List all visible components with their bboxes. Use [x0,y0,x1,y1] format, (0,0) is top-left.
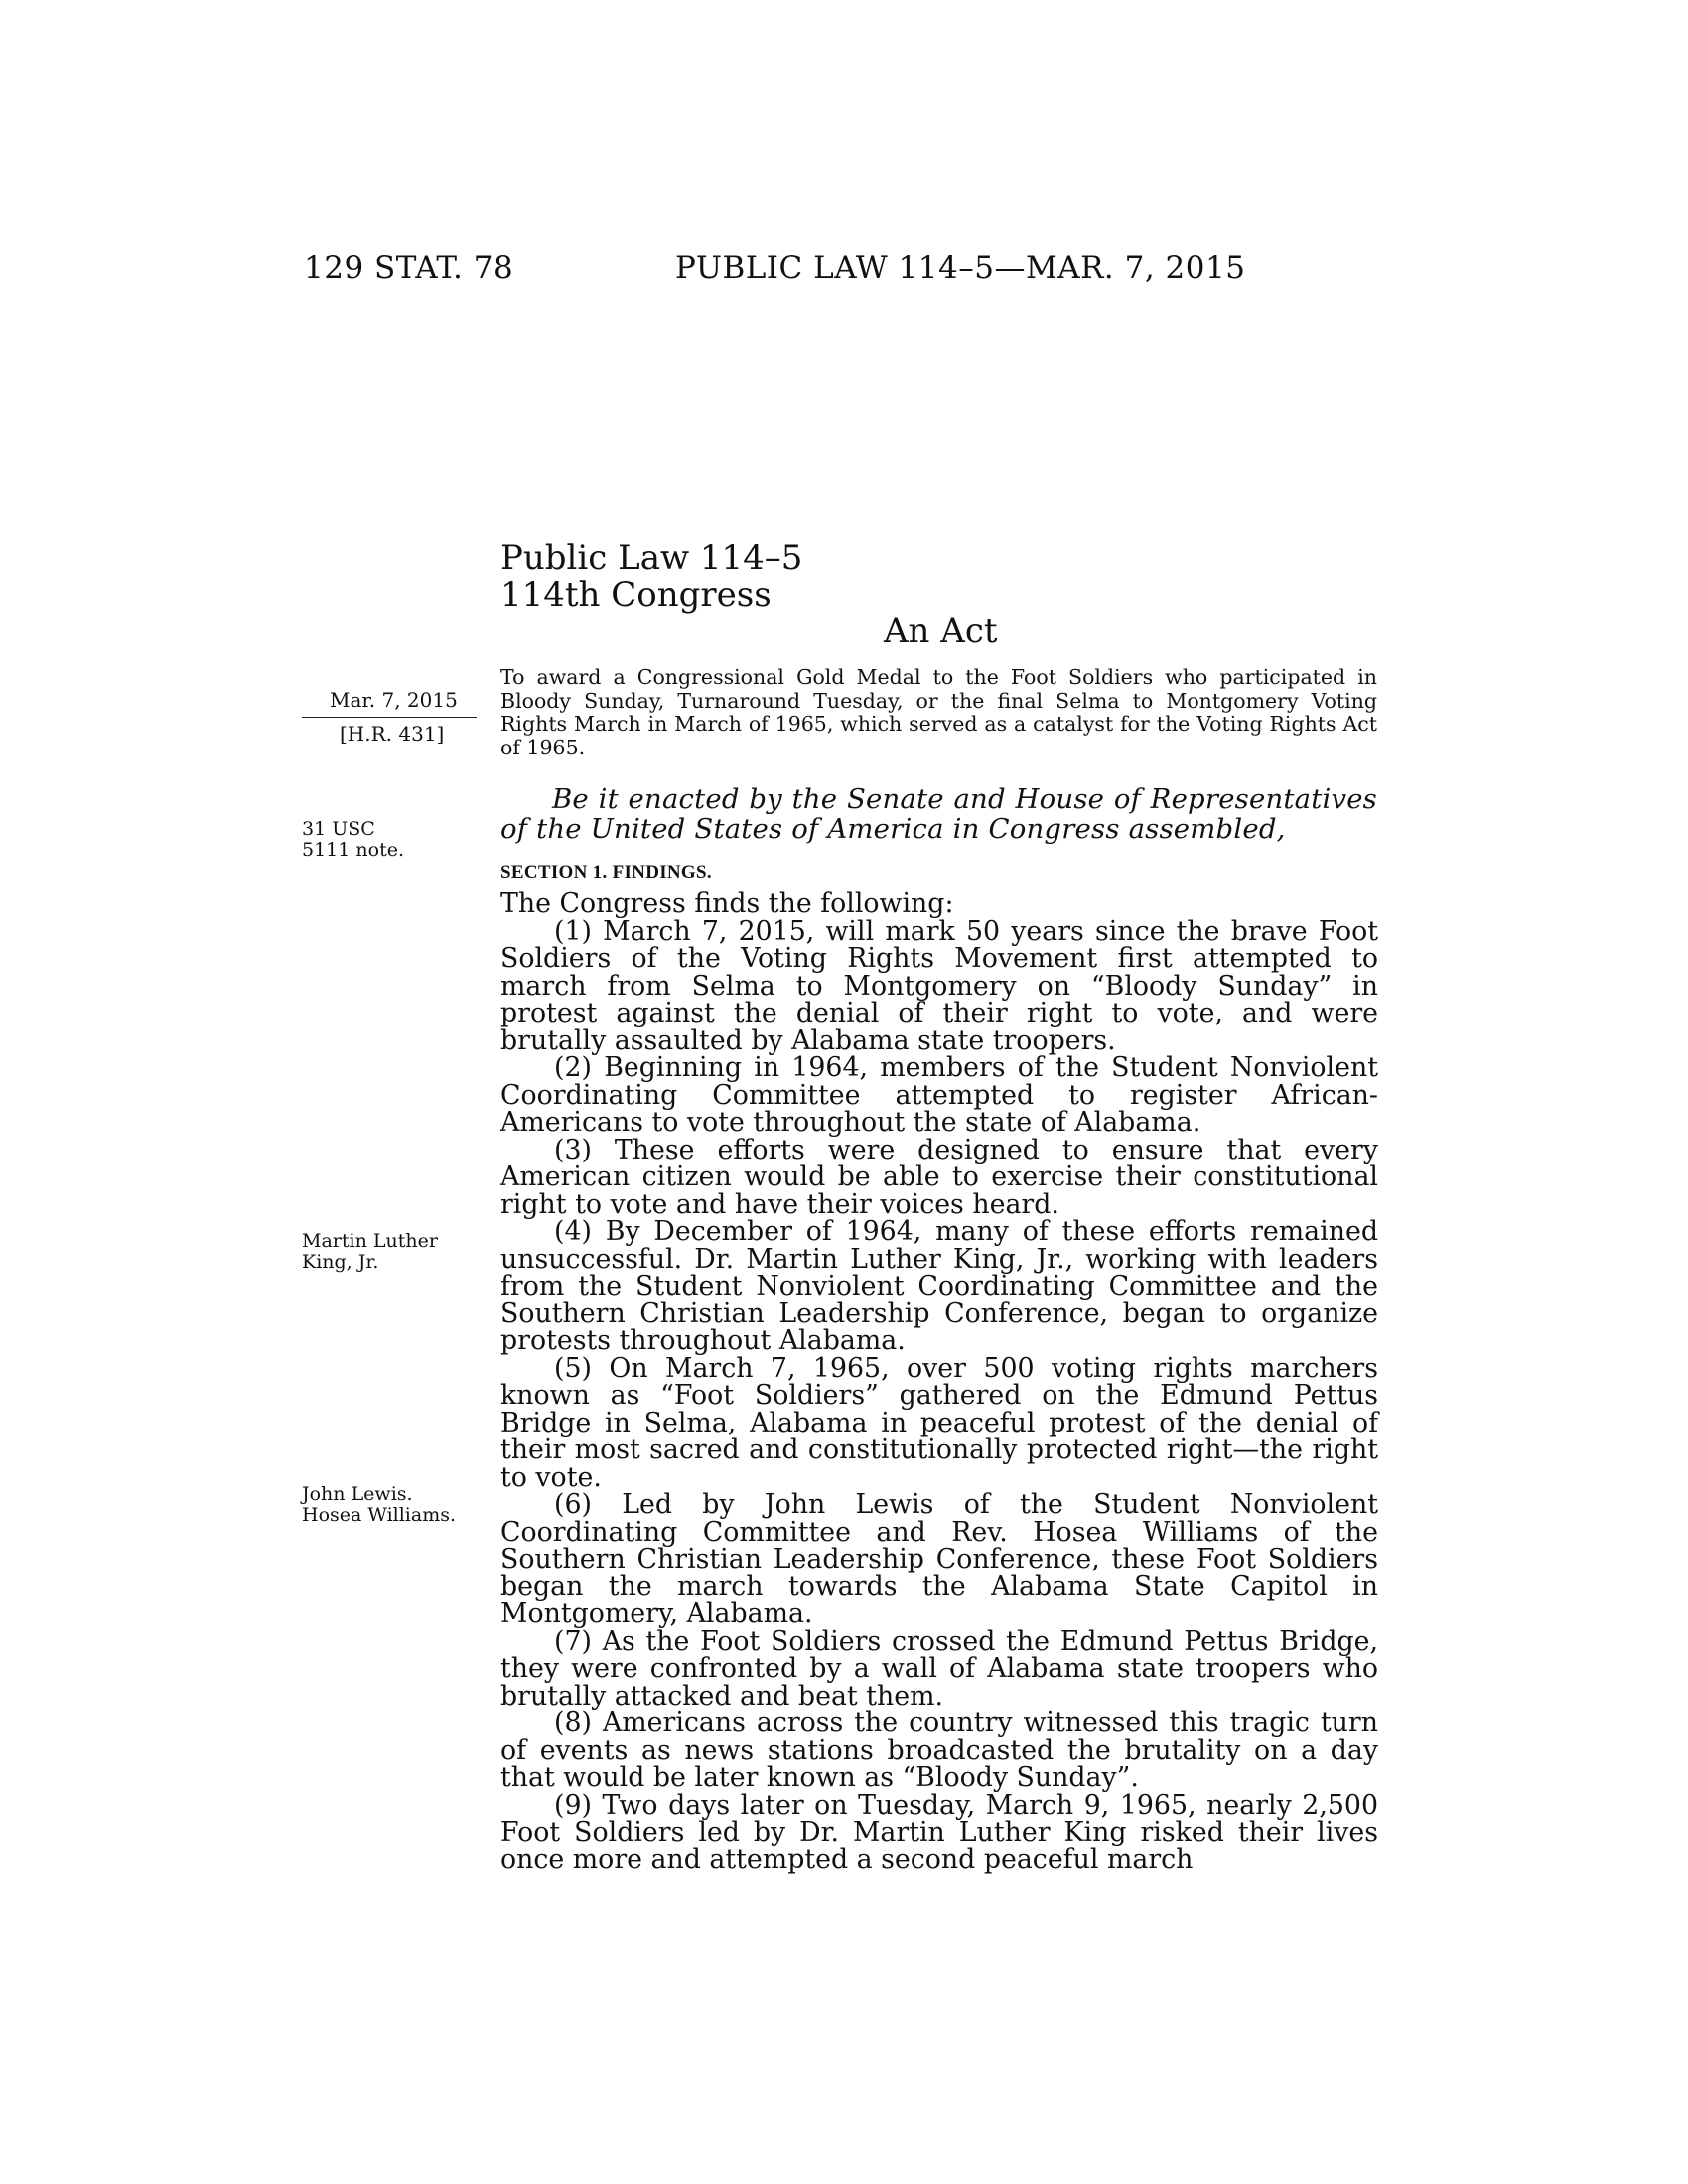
enacting-clause: Be it enacted by the Senate and House of Representatives of the United States of America in Congress assembled, [500,783,1377,845]
margin-note-mlk: Martin Luther King, Jr. [302,1230,438,1273]
finding-item: (9) Two days later on Tuesday, March 9, 1965, nearly 2,500 Foot Soldiers led by Dr. Martin Luther King risked their lives once more and attempted a second peaceful march [500,1789,1378,1875]
an-act-heading: An Act [884,612,998,651]
congress-number: 114th Congress [500,575,772,614]
section-body [500,888,1378,1875]
act-purpose: To award a Congressional Gold Medal to the Foot Soldiers who participated in Bloody Sunday, Turnaround Tuesday, or the final Selma to Montgomery Voting Rights March in March of 1965, which served as a catalyst for the Voting Rights Act of 1965. [500,665,1377,759]
margin-note-usc: 31 USC 5111 note. [302,818,404,861]
running-header-title: PUBLIC LAW 114–5—MAR. 7, 2015 [675,250,1246,286]
findings-intro: The Congress finds the following: [500,888,954,919]
stat-citation: 129 STAT. 78 [304,250,514,286]
law-number: Public Law 114–5 [500,538,803,578]
section-heading: SECTION 1. FINDINGS. [500,862,712,883]
finding-item: (6) Led by John Lewis of the Student Nonviolent Coordinating Committee and Rev. Hosea Williams of the Southern Christian Leadership Conference, these Foot Soldiers began the march towards the Alabama State Capitol in Montgomery, Alabama. [500,1489,1378,1629]
finding-item: (4) By December of 1964, many of these efforts remained unsuccessful. Dr. Martin Luther King, Jr., working with leaders from the Student Nonviolent Coordinating Committee and the Southern Christian Leadership Conference, began to organize protests throughout Alabama. [500,1216,1378,1356]
margin-note-date: Mar. 7, 2015 [330,688,458,712]
finding-item: (1) March 7, 2015, will mark 50 years since the brave Foot Soldiers of the Voting Rights Movement first attempted to march from Selma to Montgomery on “Bloody Sunday” in protest against the denial of their right to vote, and were brutally assaulted by Alabama state troopers. [500,915,1378,1056]
finding-item: (2) Beginning in 1964, members of the Student Nonviolent Coordinating Committee attempted to register African-Americans to vote throughout the state of Alabama. [500,1052,1378,1138]
finding-item: (5) On March 7, 1965, over 500 voting rights marchers known as “Foot Soldiers” gathered on the Edmund Pettus Bridge in Selma, Alabama in peaceful protest of the denial of their most sacred and constitutionally protected right—the right to vote. [500,1352,1378,1493]
finding-item: (3) These efforts were designed to ensure that every American citizen would be able to exercise their constitutional right to vote and have their voices heard. [500,1134,1378,1220]
finding-item: (8) Americans across the country witnessed this tragic turn of events as news stations broadcasted the brutality on a day that would be later known as “Bloody Sunday”. [500,1707,1378,1793]
finding-item: (7) As the Foot Soldiers crossed the Edmund Pettus Bridge, they were confronted by a wall of Alabama state troopers who brutally attacked and beat them. [500,1625,1378,1711]
margin-note-divider [302,717,477,718]
margin-note-lewis-williams [302,1484,481,1526]
margin-note-bill-number: [H.R. 431] [340,722,445,746]
margin-note-williams: Hosea Williams. [302,1504,457,1526]
margin-note-lewis: John Lewis. [302,1483,413,1505]
